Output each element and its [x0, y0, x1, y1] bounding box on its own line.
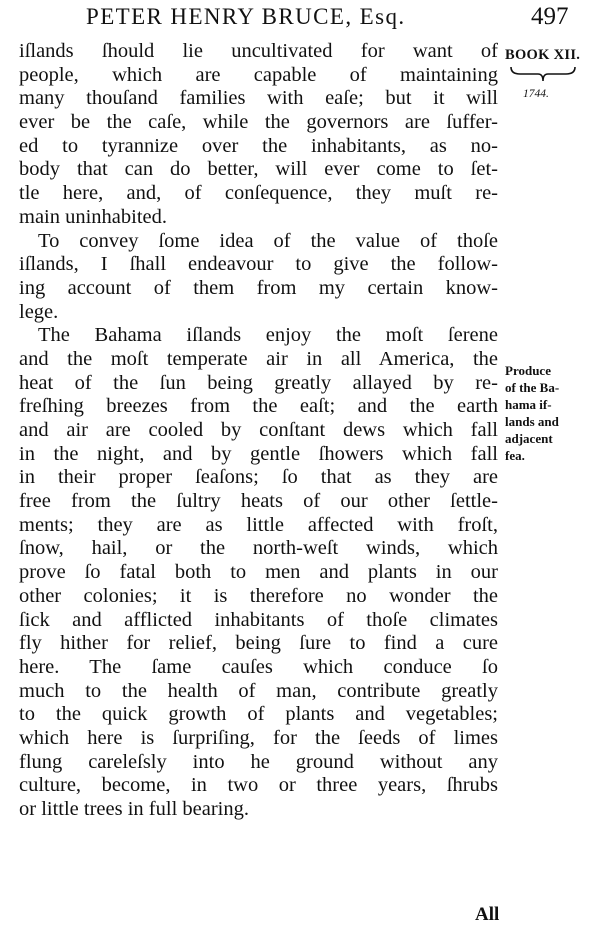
text-line: and air are cooled by conſtant dews which fall	[19, 419, 498, 441]
sidenote-line: lands and	[505, 414, 559, 429]
sidenote-line: fea.	[505, 448, 525, 463]
text-line: ſick and afflicted inhabitants of thoſe climates	[19, 608, 498, 631]
text-line: people, which are capable of maintaining	[19, 63, 498, 86]
sidenote-line: Produce	[505, 363, 551, 378]
text-line: ed to tyrannize over the inhabitants, as no-	[19, 134, 498, 157]
sidenote-line: hama if-	[505, 397, 552, 412]
text-line: in their proper ſeaſons; ſo that as they are	[19, 466, 498, 489]
text-line: To convey ſome idea of the value of thoſe	[38, 229, 498, 252]
sidenote-line: adjacent	[505, 431, 553, 446]
text-line: many thouſand families with eaſe; but it will	[19, 87, 498, 110]
text-line: and the moſt temperate air in all America, the	[19, 347, 498, 370]
text-line: in the night, and by gentle ſhowers which fall	[19, 442, 498, 465]
text-line: ing account of them from my certain know-	[19, 276, 498, 299]
text-line: body that can do better, will ever come to ſet-	[19, 158, 498, 181]
text-line: fly hither for relief, being ſure to find a cure	[19, 632, 498, 655]
text-line: ſnow, hail, or the north-weſt winds, which	[19, 537, 498, 560]
text-line: tle here, and, of conſequence, they muſt re-	[19, 182, 498, 205]
text-line: iſlands, I ſhall endeavour to give the follow-	[19, 253, 498, 276]
text-line: flung careleſsly into he ground without any	[19, 750, 498, 773]
text-line: culture, become, in two or three years, ſhrubs	[19, 774, 498, 797]
text-line: ments; they are as little affected with froſt,	[19, 513, 498, 536]
text-line: much to the health of man, contribute greatly	[19, 679, 498, 702]
text-line: to the quick growth of plants and vegetables;	[19, 703, 498, 726]
sidenote-line: of the Ba-	[505, 380, 560, 395]
running-head-title: PETER HENRY BRUCE, Esq.	[86, 4, 406, 29]
page-number: 497	[531, 3, 569, 30]
text-line: The Bahama iſlands enjoy the moſt ſerene	[38, 324, 498, 347]
text-line: which here is ſurpriſing, for the ſeeds of limes	[19, 726, 498, 749]
text-line: main uninhabited.	[19, 205, 168, 228]
body-text	[19, 40, 498, 822]
text-line: free from the ſultry heats of our other ſettle-	[19, 490, 498, 513]
margin-book-label: BOOK XII.	[505, 47, 581, 63]
text-line: lege.	[19, 300, 59, 323]
text-line: heat of the ſun being greatly allayed by re-	[19, 371, 498, 394]
marginal-sidenote	[505, 362, 593, 464]
catchword: All	[475, 904, 500, 925]
margin-year: 1744.	[523, 88, 549, 100]
text-line: freſhing breezes from the eaſt; and the earth	[19, 395, 498, 418]
text-line: prove ſo fatal both to men and plants in our	[19, 561, 498, 584]
text-line: ever be the caſe, while the governors are ſuffer-	[19, 111, 498, 134]
text-line: other colonies; it is therefore no wonder the	[19, 584, 498, 607]
text-line: here. The ſame cauſes which conduce ſo	[19, 655, 498, 678]
curly-brace-icon	[510, 66, 576, 82]
text-line: or little trees in full bearing.	[19, 798, 249, 820]
text-line: iſlands ſhould lie uncultivated for want of	[19, 40, 498, 62]
